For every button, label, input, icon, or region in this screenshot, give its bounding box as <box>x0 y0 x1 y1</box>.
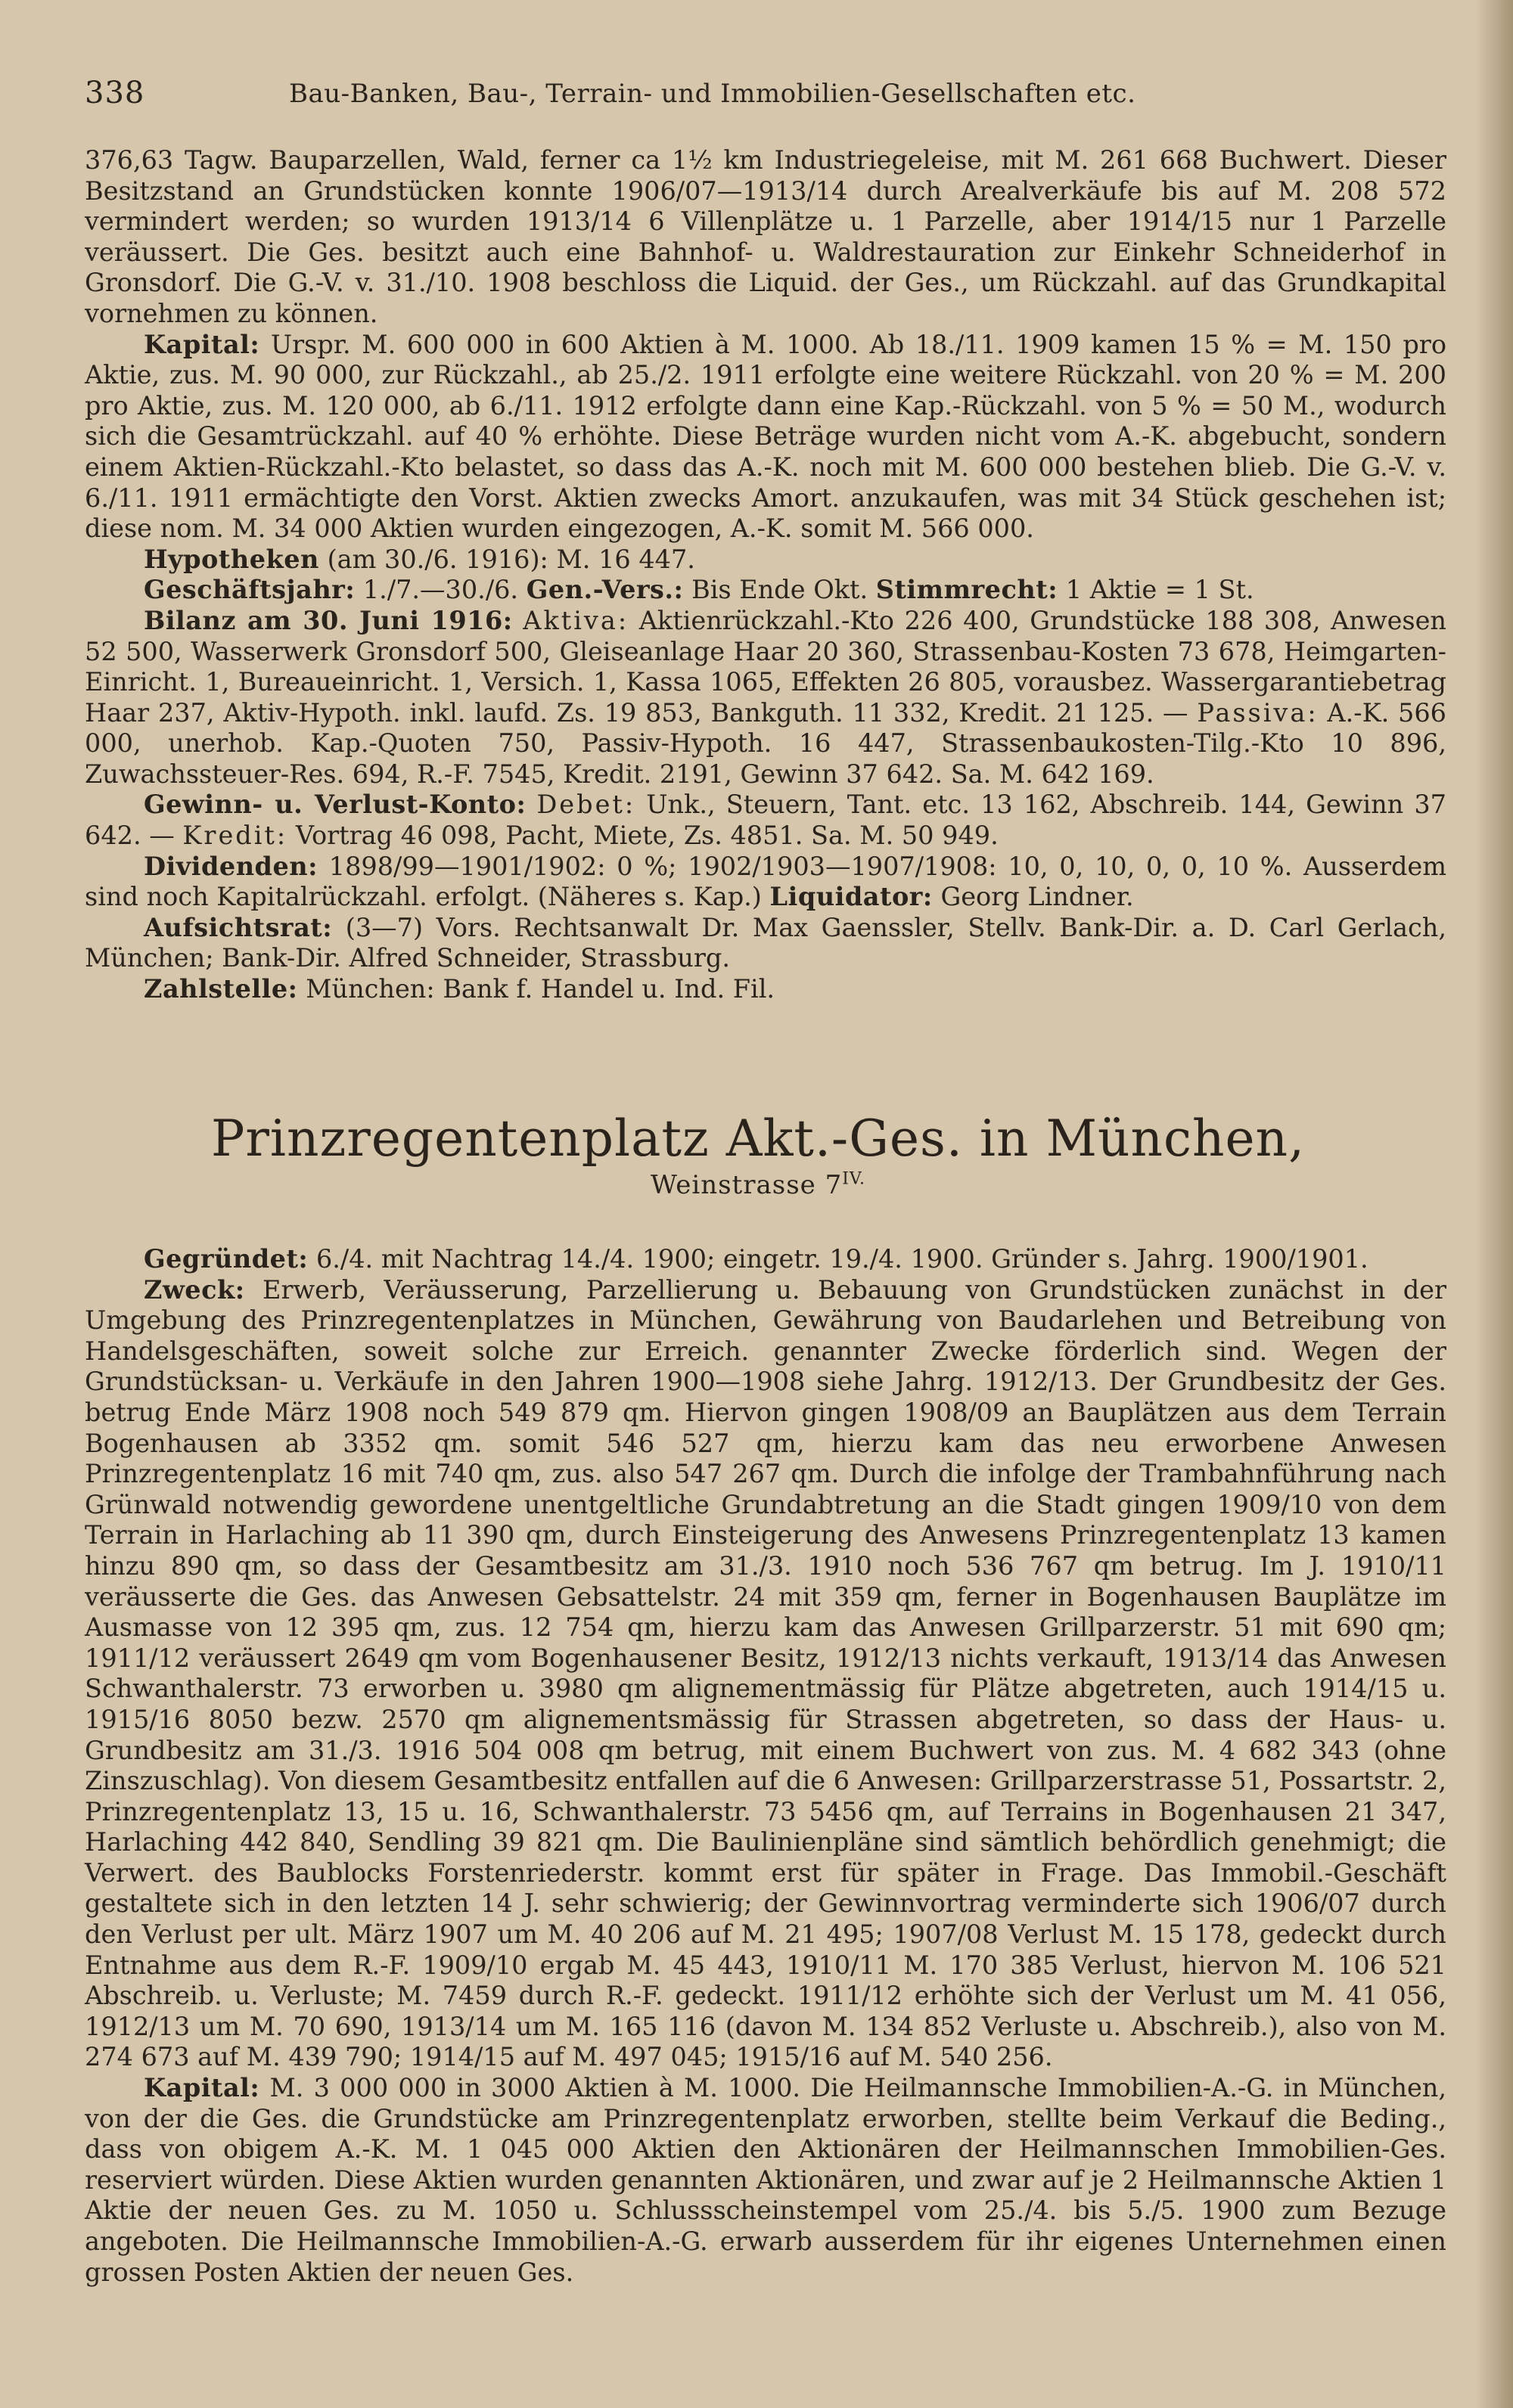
zweck-label: Zweck: <box>144 1274 245 1305</box>
page-number: 338 <box>85 76 145 110</box>
aufsichtsrat-label: Aufsichtsrat: <box>144 912 333 942</box>
geschaeftsjahr-text: 1./7.—30./6. <box>362 575 519 605</box>
gegruendet-label: Gegründet: <box>144 1244 309 1274</box>
hypotheken-label: Hypotheken <box>144 544 319 574</box>
zweck-paragraph <box>85 1275 1446 2073</box>
page-spine-shadow <box>1475 0 1513 2408</box>
zahlstelle-label: Zahlstelle: <box>144 974 298 1004</box>
kapital-text: Urspr. M. 600 000 in 600 Aktien à M. 1000. Ab 18./11. 1909 kamen 15 % = M. 150 pro Aktie, zus. M. 90 000, zur Rückzahl., ab 25./2. 1911 erfolgte eine weitere Rückzahl. von 20 % = M. 200 pro Aktie, zus. M. 120 000, ab 6./11. 1912 erfolgte dann eine Kap.-Rückzahl. von 5 % = 50 M., wodurch sich die Gesamtrückzahl. auf 40 % erhöhte. Diese Beträge wurden nicht vom A.-K. abgebucht, sondern einem Aktien-Rückzahl.-Kto belastet, so dass das A.-K. noch mit M. 600 000 bestehen blieb. Die G.-V. v. 6./11. 1911 ermächtigte den Vorst. Aktien zwecks Amort. anzukaufen, was mit 34 Stück geschehen ist; diese nom. M. 34 000 Aktien wurden eingezogen, A.-K. somit M. 566 000. <box>85 329 1446 544</box>
geschaeftsjahr-paragraph <box>85 575 1446 606</box>
page-header <box>85 76 1431 121</box>
zweck-text: Erwerb, Veräusserung, Parzellierung u. Bebauung von Grundstücken zunächst in der Umgebung des Prinzregentenplatzes in München, Gewährung von Baudarlehen und Betreibung von Handelsgeschäften, soweit solche zur Erreich. genannter Zwecke förderlich sind. Wegen der Grundstücksan- u. Verkäufe in den Jahren 1900—1908 siehe Jahrg. 1912/13. Der Grundbesitz der Ges. betrug Ende März 1908 noch 549 879 qm. Hiervon gingen 1908/09 an Bauplätzen aus dem Terrain Bogenhausen ab 3352 qm. somit 546 527 qm, hierzu kam das neu erworbene Anwesen Prinzregentenplatz 16 mit 740 qm, zus. also 547 267 qm. Durch die infolge der Trambahnführung nach Grünwald notwendig gewordene unentgeltliche Grundabtretung an die Stadt gingen 1909/10 von dem Terrain in Harlaching ab 11 390 qm, durch Einsteigerung des Anwesens Prinzregentenplatz 13 kamen hinzu 890 qm, so dass der Gesamtbesitz am 31./3. 1910 noch 536 767 qm betrug. Im J. 1910/11 veräusserte die Ges. das Anwesen Gebsattelstr. 24 mit 359 qm, ferner in Bogenhausen Bauplätze im Ausmasse von 12 395 qm, zus. 12 754 qm, hierzu kam das Anwesen Grillparzerstr. 51 mit 690 qm; 1911/12 veräussert 2649 qm vom Bogenhausener Besitz, 1912/13 nichts verkauft, 1913/14 das Anwesen Schwanthalerstr. 73 erworben u. 3980 qm alignementmässig für Plätze abgetreten, auch 1914/15 u. 1915/16 8050 bezw. 2570 qm alignementsmässig für Strassen abgetreten, so dass der Haus- u. Grundbesitz am 31./3. 1916 504 008 qm betrug, mit einem Buchwert von zus. M. 4 682 343 (ohne Zinszuschlag). Von diesem Gesamtbesitz entfallen auf die 6 Anwesen: Grillparzerstrasse 51, Possartstr. 2, Prinzregentenplatz 13, 15 u. 16, Schwanthalerstr. 73 5456 qm, auf Terrains in Bogenhausen 21 347, Harlaching 442 840, Sendling 39 821 qm. Die Baulinienpläne sind sämtlich behördlich genehmigt; die Verwert. des Baublocks Forstenriederstr. kommt erst für später in Frage. Das Immobil.-Geschäft gestaltete sich in den letzten 14 J. sehr schwierig; der Gewinnvortrag verminderte sich 1906/07 durch den Verlust per ult. März 1907 um M. 40 206 auf M. 21 495; 1907/08 Verlust M. 15 178, gedeckt durch Entnahme aus dem R.-F. 1909/10 ergab M. 45 443, 1910/11 M. 170 385 Verlust, hiervon M. 106 521 Abschreib. u. Verluste; M. 7459 durch R.-F. gedeckt. 1911/12 erhöhte sich der Verlust um M. 41 056, 1912/13 um M. 70 690, 1913/14 um M. 165 116 (davon M. 134 852 Verluste u. Abschreib.), also von M. 274 673 auf M. 439 790; 1914/15 auf M. 497 045; 1915/16 auf M. 540 256. <box>85 1274 1446 2072</box>
kapital-label: Kapital: <box>144 329 260 359</box>
hypotheken-text: (am 30./6. 1916): M. 16 447. <box>327 544 695 574</box>
dividenden-label: Dividenden: <box>144 851 318 881</box>
gegruendet-paragraph <box>85 1244 1446 1275</box>
genvers-text: Bis Ende Okt. <box>691 575 868 605</box>
dividenden-paragraph <box>85 852 1446 913</box>
dividenden-text: 1898/99—1901/1902: 0 %; 1902/1903—1907/1908: 10, 0, 10, 0, 0, 10 %. Ausserdem sind noch Kapitalrückzahl. erfolgt. (Näheres s. Kap.) <box>85 851 1446 912</box>
aktiva-text: Aktienrückzahl.-Kto 226 400, Grundstücke 188 308, Anwesen 52 500, Wasserwerk Gronsdorf 500, Gleiseanlage Haar 20 360, Strassenbau-Kosten 73 678, Heimgarten-Einricht. 1, Bureaueinricht. 1, Versich. 1, Kassa 1065, Effekten 26 805, vorausbez. Wassergarantiebetrag Haar 237, Aktiv-Hypoth. inkl. laufd. Zs. 19 853, Bankguth. 11 332, Kredit. 21 125. — <box>85 605 1446 728</box>
kredit-text: Vortrag 46 098, Pacht, Miete, Zs. 4851. Sa. M. 50 949. <box>295 821 999 851</box>
stimmrecht-text: 1 Aktie = 1 St. <box>1065 575 1254 605</box>
liquidator-label: Liquidator: <box>769 882 933 912</box>
zahlstelle-paragraph <box>85 974 1446 1005</box>
kredit-label: Kredit: <box>182 821 288 851</box>
kapital2-paragraph <box>85 2073 1446 2288</box>
company-entry <box>85 1244 1446 2288</box>
zahlstelle-text: München: Bank f. Handel u. Ind. Fil. <box>306 974 775 1004</box>
hypotheken-paragraph <box>85 545 1446 576</box>
bilanz-label: Bilanz am 30. Juni 1916: <box>144 605 513 635</box>
company-address-street: Weinstrasse 7 <box>651 1170 843 1200</box>
genvers-label: Gen.-Vers.: <box>526 575 684 605</box>
previous-company-entry <box>85 145 1446 1005</box>
guv-paragraph <box>85 790 1446 851</box>
kapital2-text: M. 3 000 000 in 3000 Aktien à M. 1000. Die Heilmannsche Immobilien-A.-G. in München, von der die Ges. die Grundstücke am Prinzregentenplatz erworben, stellte beim Verkauf die Beding., dass von obigem A.-K. M. 1 045 000 Aktien den Aktionären der Heilmannschen Immobilien-Ges. reserviert würden. Diese Aktien wurden genannten Aktionären, und zwar auf je 2 Heilmannsche Aktien 1 Aktie der neuen Ges. zu M. 1050 u. Schlussscheinstempel vom 25./4. bis 5./5. 1900 zum Bezuge angeboten. Die Heilmannsche Immobilien-A.-G. erwarb ausserdem für ihr eigenes Unternehmen einen grossen Posten Aktien der neuen Ges. <box>85 2073 1446 2287</box>
geschaeftsjahr-label: Geschäftsjahr: <box>144 575 356 605</box>
aktiva-label: Aktiva: <box>523 605 629 635</box>
debet-label: Debet: <box>536 790 636 820</box>
bilanz-paragraph <box>85 606 1446 790</box>
passiva-text: A.-K. 566 000, unerhob. Kap.-Quoten 750, Passiv-Hypoth. 16 447, Strassenbaukosten-Tilg.-Kto 10 896, Zuwachssteuer-Res. 694, R.-F. 7545, Kredit. 2191, Gewinn 37 642. Sa. M. 642 169. <box>85 697 1446 789</box>
company-address <box>85 1170 1431 1200</box>
debet-text: Unk., Steuern, Tant. etc. 13 162, Abschreib. 144, Gewinn 37 642. — <box>85 790 1446 851</box>
gegruendet-text: 6./4. mit Nachtrag 14./4. 1900; eingetr. 19./4. 1900. Gründer s. Jahrg. 1900/1901. <box>315 1244 1369 1274</box>
company-address-floor: IV. <box>842 1169 865 1189</box>
guv-label: Gewinn- u. Verlust-Konto: <box>144 790 527 820</box>
passiva-label: Passiva: <box>1197 697 1319 728</box>
aufsichtsrat-paragraph <box>85 913 1446 974</box>
kapital-paragraph <box>85 330 1446 545</box>
stimmrecht-label: Stimmrecht: <box>875 575 1058 605</box>
aufsichtsrat-text: (3—7) Vors. Rechtsanwalt Dr. Max Gaenssler, Stellv. Bank-Dir. a. D. Carl Gerlach, München; Bank-Dir. Alfred Schneider, Strassburg. <box>85 912 1446 973</box>
liquidator-text: Georg Lindner. <box>940 882 1134 912</box>
running-title: Bau-Banken, Bau-, Terrain- und Immobilien-Gesellschaften etc. <box>289 79 1136 109</box>
company-title: Prinzregentenplatz Akt.-Ges. in München, <box>210 1109 1306 1168</box>
property-paragraph: 376,63 Tagw. Bauparzellen, Wald, ferner ca 1½ km Industriegeleise, mit M. 261 668 Buchwert. Dieser Besitzstand an Grundstücken konnte 1906/07—1913/14 durch Arealverkäufe bis auf M. 208 572 vermindert werden; so wurden 1913/14 6 Villenplätze u. 1 Parzelle, aber 1914/15 nur 1 Parzelle veräussert. Die Ges. besitzt auch eine Bahnhof- u. Waldrestauration zur Einkehr Schneiderhof in Gronsdorf. Die G.-V. v. 31./10. 1908 beschloss die Liquid. der Ges., um Rückzahl. auf das Grundkapital vornehmen zu können. <box>85 145 1446 328</box>
kapital2-label: Kapital: <box>144 2073 260 2103</box>
